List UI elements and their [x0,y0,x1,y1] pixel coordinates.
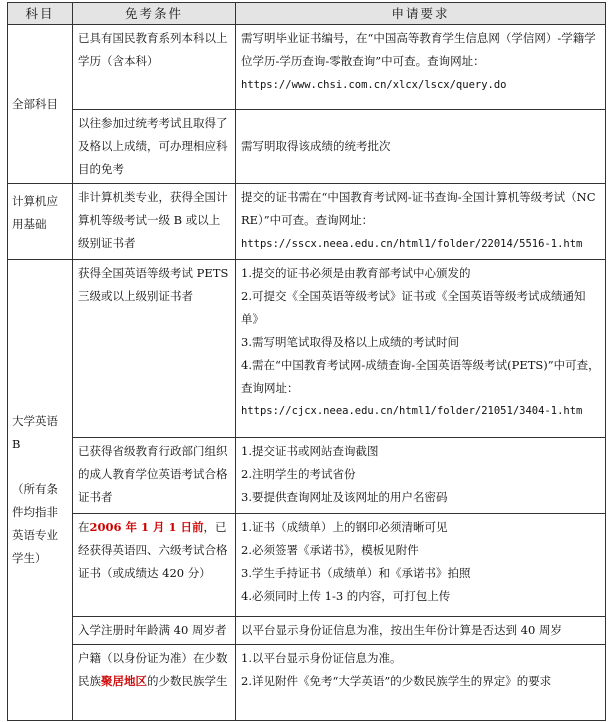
requirement-item: 1.证书（成绩单）上的钢印必须清晰可见 [241,520,448,534]
table-row [8,110,606,184]
table-row [8,617,606,645]
requirement-item: 4.需在“中国教育考试网-成绩查询-全国英语等级考试(PETS)”中可查，查询网址： [241,358,600,395]
condition-cell: 以往参加过统考考试且取得了及格以上成绩，可办理相应科目的免考 [73,110,236,184]
condition-suffix: 的少数民族学生 [147,674,228,688]
requirement-cell [236,438,606,514]
requirement-item: 3.要提供查询网址及该网址的用户名密码 [241,490,448,504]
condition-cell: 获得全国英语等级考试 PETS 三级或以上级别证书者 [73,260,236,438]
condition-cell [73,514,236,617]
query-url[interactable]: https://sscx.neea.edu.cn/html1/folder/22014/5516-1.htm [241,238,583,250]
requirement-cell: 需写明取得该成绩的统考批次 [236,110,606,184]
condition-cell [73,645,236,721]
condition-prefix: 户籍（以身份证为准）在少数民族 [78,651,228,688]
condition-cell: 入学注册时年龄满 40 周岁者 [73,617,236,645]
requirement-item: 1.提交的证书必须是由教育部考试中心颁发的 [241,266,471,280]
condition-prefix: 在 [78,520,90,534]
table-row [8,438,606,514]
requirement-text: 提交的证书需在“中国教育考试网-证书查询-全国计算机等级考试（NCRE）”中可查。查询网址： [241,190,596,227]
table-row [8,184,606,260]
table-row [8,645,606,721]
requirement-item: 3.需写明笔试取得及格以上成绩的考试时间 [241,335,459,349]
condition-cell: 已具有国民教育系列本科以上学历（含本科） [73,25,236,110]
requirement-item: 2.可提交《全国英语等级考试》证书或《全国英语等级考试成绩通知单》 [241,289,586,326]
requirement-cell [236,25,606,110]
header-requirement: 申请要求 [236,3,606,25]
query-url[interactable]: https://cjcx.neea.edu.cn/html1/folder/21051/3404-1.htm [241,405,583,417]
header-row [8,3,606,25]
query-url[interactable]: https://www.chsi.com.cn/xlcx/lscx/query.do [241,79,507,91]
table-row [8,514,606,617]
requirement-cell: 以平台显示身份证信息为准，按出生年份计算是否达到 40 周岁 [236,617,606,645]
condition-date-highlight: 2006 年 1 月 1 日前 [89,520,204,534]
table-row [8,25,606,110]
requirement-cell [236,260,606,438]
requirement-item: 2.注明学生的考试省份 [241,467,356,481]
exemption-table [7,2,606,721]
subject-all: 全部科目 [8,25,73,184]
condition-cell: 非计算机类专业，获得全国计算机等级考试一级 B 或以上级别证书者 [73,184,236,260]
table-row [8,260,606,438]
requirement-item: 1.提交证书或网站查询截图 [241,444,379,458]
subject-english-title: 大学英语 B [12,414,58,451]
subject-computer: 计算机应用基础 [8,184,73,260]
subject-english [8,260,73,721]
requirement-item: 2.必须签署《承诺书》，模板见附件 [241,543,419,557]
requirement-item: 3.学生手持证书（成绩单）和《承诺书》拍照 [241,566,471,580]
condition-suffix: ，已经获得英语四、六级考试合格证书（或成绩达 420 分） [78,520,228,580]
requirement-item: 2.详见附件《免考“大学英语”的少数民族学生的界定》的要求 [241,674,552,688]
header-subject: 科目 [8,3,73,25]
subject-english-note: （所有条件均指非英语专业学生） [12,482,58,565]
header-condition: 免考条件 [73,3,236,25]
condition-region-highlight: 聚居地区 [101,674,147,688]
requirement-cell [236,645,606,721]
requirement-item: 1.以平台显示身份证信息为准。 [241,651,402,665]
requirement-item: 4.必须同时上传 1-3 的内容，可打包上传 [241,589,451,603]
requirement-cell [236,184,606,260]
requirement-text: 需写明毕业证书编号，在“中国高等教育学生信息网（学信网）-学籍学位学历-学历查询-零散查询”中可查。查询网址： [241,31,596,68]
condition-cell: 已获得省级教育行政部门组织的成人教育学位英语考试合格证书者 [73,438,236,514]
requirement-cell [236,514,606,617]
